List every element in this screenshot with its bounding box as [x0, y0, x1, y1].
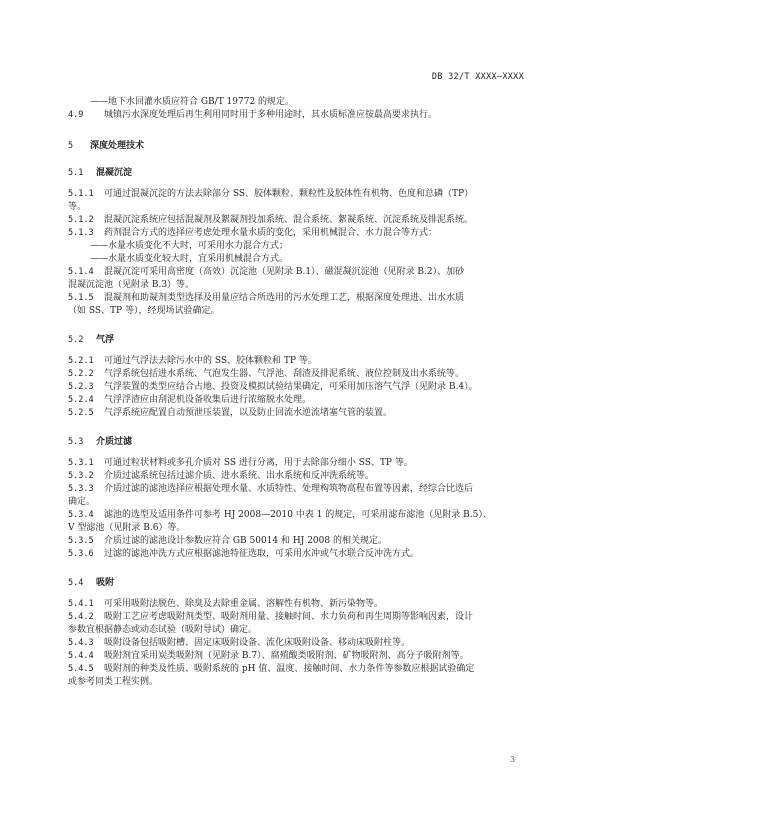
section-5-4-heading — [68, 575, 528, 588]
clause-text: 吸附设备包括吸附槽、固定床吸附设备、流化床吸附设备、移动床吸附柱等。 — [104, 638, 411, 648]
section-title: 介质过滤 — [96, 437, 133, 447]
section-number: 5.1 — [68, 168, 84, 178]
clause-5-1-3 — [68, 227, 528, 240]
clause-5-4-5 — [68, 663, 528, 676]
clause-5-3-1 — [68, 457, 528, 470]
clause-text: 可通过混凝沉淀的方法去除部分 SS、胶体颗粒、颗粒性及胶体性有机物、色度和总磷（TP） — [104, 189, 474, 199]
clause-continuation: （如 SS、TP 等），经现场试验确定。 — [68, 306, 220, 316]
section-title: 混凝沉淀 — [96, 168, 133, 178]
document-code-header: DB 32/T XXXX—XXXX — [431, 72, 524, 82]
clause-text: 滤池的选型及适用条件可参考 HJ 2008—2010 中表 1 的规定，可采用滤布滤池（见附录 B.5）、 — [104, 510, 492, 520]
page-content — [68, 96, 528, 689]
section-5-1-heading — [68, 165, 528, 178]
clause-5-2-2 — [68, 368, 528, 381]
clause-number: 5.3.1 — [68, 458, 94, 468]
clause-continuation: 确定。 — [68, 497, 96, 507]
section-5-3-heading — [68, 434, 528, 447]
clause-number: 5.2.4 — [68, 395, 94, 405]
clause-continuation: V 型滤池（见附录 B.6）等。 — [68, 523, 186, 533]
clause-number: 5.4.5 — [68, 664, 94, 674]
section-number: 5.3 — [68, 437, 84, 447]
clause-text: 吸附剂宜采用炭类吸附剂（见附录 B.7）、腐殖酸类吸附剂、矿物吸附剂、高分子吸附剂等。 — [104, 651, 469, 661]
clause-text: 吸附工艺应考虑吸附剂类型、吸附剂用量、接触时间、水力负荷和再生周期等影响因素，设计 — [104, 612, 474, 622]
clause-number: 5.3.6 — [68, 549, 94, 559]
clause-number: 5.4.2 — [68, 612, 94, 622]
clause-text: 过滤的滤池冲洗方式应根据滤池特征选取，可采用水冲或气水联合反冲洗方式。 — [104, 549, 420, 559]
clause-5-2-3 — [68, 381, 528, 394]
clause-number: 5.4.1 — [68, 599, 94, 609]
clause-text: 气浮装置的类型应结合占地、投资及模拟试验结果确定，可采用加压溶气气浮（见附录 B.4）。 — [104, 382, 478, 392]
clause-number: 4.9 — [68, 110, 84, 120]
clause-5-2-1 — [68, 355, 528, 368]
clause-text: 混凝沉淀可采用高密度（高效）沉淀池（见附录 B.1）、磁混凝沉淀池（见附录 B.2）、加砂 — [104, 267, 465, 277]
section-title: 深度处理技术 — [90, 141, 145, 151]
clause-number: 5.2.5 — [68, 408, 94, 418]
clause-text: 介质过滤的滤池设计参数应符合 GB 50014 和 HJ 2008 的相关规定。 — [104, 536, 387, 546]
clause-5-3-2 — [68, 470, 528, 483]
section-title: 吸附 — [96, 578, 115, 588]
clause-number: 5.1.3 — [68, 228, 94, 238]
clause-text: 可通过气浮法去除污水中的 SS、胶体颗粒和 TP 等。 — [104, 356, 317, 366]
clause-text: 城镇污水深度处理后再生利用同时用于多种用途时，其水质标准应按最高要求执行。 — [104, 110, 438, 120]
section-number: 5.2 — [68, 335, 84, 345]
clause-text: 混凝剂和助凝剂类型选择及用量应结合所选用的污水处理工艺，根据深度处理进、出水水质 — [104, 293, 465, 303]
clause-number: 5.1.2 — [68, 215, 94, 225]
clause-5-3-4 — [68, 509, 528, 522]
clause-text: 气浮系统包括进水系统、气泡发生器、气浮池、刮渣及排泥系统、液位控制及出水系统等。 — [104, 369, 465, 379]
clause-number: 5.3.2 — [68, 471, 94, 481]
clause-text: 药剂混合方式的选择应考虑处理水量水质的变化，采用机械混合、水力混合等方式： — [104, 228, 438, 238]
clause-5-1-4 — [68, 266, 528, 279]
clause-5-3-3 — [68, 483, 528, 496]
clause-continuation: 或参考同类工程实例。 — [68, 677, 159, 687]
dash-item: ——水量水质变化较大时，宜采用机械混合方式。 — [90, 254, 289, 264]
clause-text: 可采用吸附法脱色、除臭及去除重金属、溶解性有机物、新污染物等。 — [104, 599, 384, 609]
clause-5-2-4 — [68, 394, 528, 407]
clause-text: 吸附剂的种类及性质、吸附系统的 pH 值、温度、接触时间、水力条件等参数应根据试验确定 — [104, 664, 475, 674]
clause-number: 5.2.2 — [68, 369, 94, 379]
clause-5-3-5 — [68, 535, 528, 548]
clause-text: 气浮系统应配置自动预泄压装置，以及防止回流水逆流堵塞气管的装置。 — [104, 408, 393, 418]
clause-number: 5.1.5 — [68, 293, 94, 303]
clause-5-1-2 — [68, 214, 528, 227]
clause-5-4-3 — [68, 637, 528, 650]
dash-item: ——地下水回灌水质应符合 GB/T 19772 的规定。 — [90, 97, 295, 107]
clause-5-3-6 — [68, 548, 528, 561]
clause-text: 混凝沉淀系统应包括混凝剂及絮凝剂投加系统、混合系统、絮凝系统、沉淀系统及排泥系统。 — [104, 215, 474, 225]
clause-number: 5.2.1 — [68, 356, 94, 366]
section-5-heading — [68, 138, 528, 151]
clause-5-2-5 — [68, 407, 528, 420]
section-number: 5.4 — [68, 578, 84, 588]
section-number: 5 — [68, 141, 74, 151]
section-5-2-heading — [68, 332, 528, 345]
clause-5-4-1 — [68, 598, 528, 611]
clause-text: 气浮浮渣应由刮泥机设备收集后进行浓缩脱水处理。 — [104, 395, 312, 405]
dash-item: ——水量水质变化不大时，可采用水力混合方式； — [90, 241, 289, 251]
clause-number: 5.3.4 — [68, 510, 94, 520]
clause-5-1-1 — [68, 188, 528, 201]
clause-number: 5.4.3 — [68, 638, 94, 648]
clause-text: 可通过粒状材料或多孔介质对 SS 进行分离，用于去除部分细小 SS、TP 等。 — [104, 458, 413, 468]
clause-5-4-4 — [68, 650, 528, 663]
clause-number: 5.1.1 — [68, 189, 94, 199]
clause-continuation: 参数宜根据静态或动态试验（吸附导试）确定。 — [68, 625, 258, 635]
clause-5-1-5 — [68, 292, 528, 305]
clause-continuation: 等。 — [68, 202, 87, 212]
clause-number: 5.2.3 — [68, 382, 94, 392]
page-number: 3 — [510, 755, 516, 764]
clause-text: 介质过滤系统包括过滤介质、进水系统、出水系统和反冲洗系统等。 — [104, 471, 375, 481]
clause-number: 5.3.3 — [68, 484, 94, 494]
clause-continuation: 混凝沉淀池（见附录 B.3）等。 — [68, 280, 195, 290]
clause-5-4-2 — [68, 611, 528, 624]
clause-number: 5.4.4 — [68, 651, 94, 661]
clause-number: 5.3.5 — [68, 536, 94, 546]
clause-number: 5.1.4 — [68, 267, 94, 277]
clause-text: 介质过滤的滤池选择应根据处理水量、水质特性、处理构筑物高程布置等因素，经综合比选后 — [104, 484, 474, 494]
clause-4-9 — [68, 109, 528, 122]
section-title: 气浮 — [96, 335, 115, 345]
